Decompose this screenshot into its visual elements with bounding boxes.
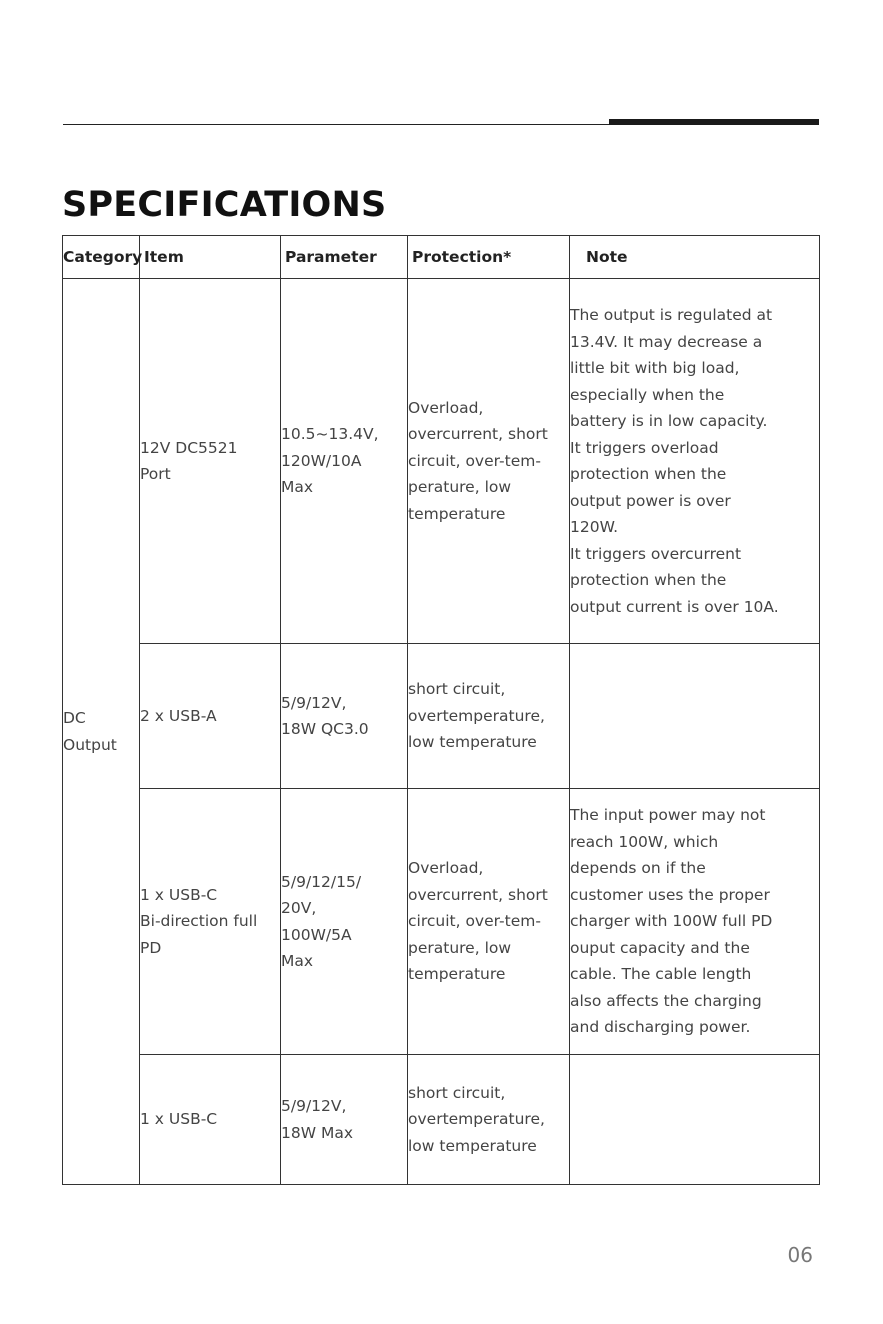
- header-accent-bar: [609, 119, 819, 125]
- category-line: Output: [63, 735, 117, 754]
- note-line: cable. The cable length: [570, 965, 752, 984]
- parameter-line: 5/9/12V,: [281, 1097, 347, 1115]
- note-line: The output is regulated at: [570, 306, 773, 324]
- item-line: 1 x USB-C: [140, 885, 218, 904]
- protection-line: overtemperature,: [408, 1110, 545, 1129]
- protection-line: temperature: [408, 504, 506, 523]
- item-cell: [140, 279, 281, 644]
- protection-cell: [408, 644, 570, 789]
- header-item: Item: [140, 236, 281, 279]
- protection-line: perature, low: [408, 478, 512, 497]
- note-line: It triggers overload: [570, 438, 719, 457]
- header-note: Note: [570, 236, 820, 279]
- parameter-line: Max: [281, 478, 314, 497]
- note-line: battery is in low capacity.: [570, 412, 768, 430]
- parameter-cell: [281, 279, 408, 644]
- item-cell: [140, 1055, 281, 1185]
- note-line: The input power may not: [570, 806, 766, 825]
- note-line: reach 100W, which: [570, 832, 719, 851]
- parameter-line: Max: [281, 952, 314, 970]
- note-cell: [570, 1055, 820, 1185]
- note-line: ouput capacity and the: [570, 938, 750, 957]
- note-line: 120W.: [570, 518, 619, 536]
- parameter-line: 18W QC3.0: [281, 720, 369, 738]
- page-title: SPECIFICATIONS: [62, 185, 387, 225]
- table-row: [63, 789, 820, 1055]
- note-cell: [570, 789, 820, 1055]
- header-parameter: Parameter: [281, 236, 408, 279]
- protection-line: circuit, over-tem-: [408, 912, 541, 931]
- protection-line: short circuit,: [408, 1083, 506, 1102]
- note-line: especially when the: [570, 385, 725, 404]
- parameter-cell: [281, 1055, 408, 1185]
- item-line: Bi-direction full: [140, 912, 258, 931]
- note-line: charger with 100W full PD: [570, 912, 773, 931]
- parameter-cell: [281, 789, 408, 1055]
- note-line: and discharging power.: [570, 1018, 751, 1037]
- item-line: Port: [140, 465, 171, 483]
- table-row: [63, 644, 820, 789]
- parameter-line: 20V,: [281, 899, 317, 917]
- item-line: PD: [140, 938, 162, 957]
- header-category: Category: [63, 236, 140, 279]
- note-line: output current is over 10A.: [570, 597, 779, 616]
- category-cell: [63, 279, 140, 1185]
- parameter-line: 10.5~13.4V,: [281, 425, 379, 444]
- protection-line: low temperature: [408, 733, 537, 752]
- table-header-row: [63, 236, 820, 279]
- table-row: [63, 279, 820, 644]
- item-cell: [140, 644, 281, 789]
- protection-line: overcurrent, short: [408, 425, 548, 444]
- protection-line: low temperature: [408, 1136, 537, 1155]
- header-protection: Protection*: [408, 236, 570, 279]
- parameter-line: 5/9/12V,: [281, 693, 347, 712]
- note-line: customer uses the proper: [570, 885, 770, 904]
- specifications-table: [62, 235, 820, 1185]
- note-line: 13.4V. It may decrease a: [570, 332, 763, 351]
- item-cell: [140, 789, 281, 1055]
- item-line: 2 x USB-A: [140, 706, 217, 725]
- parameter-line: 100W/5A: [281, 925, 352, 944]
- table-row: [63, 1055, 820, 1185]
- protection-line: perature, low: [408, 938, 512, 957]
- protection-line: overtemperature,: [408, 706, 545, 725]
- item-line: 12V DC5521: [140, 438, 238, 457]
- category-line: DC: [63, 709, 86, 727]
- note-line: little bit with big load,: [570, 359, 740, 377]
- page-number: 06: [787, 1243, 813, 1267]
- note-line: also affects the charging: [570, 991, 762, 1010]
- parameter-cell: [281, 644, 408, 789]
- protection-line: circuit, over-tem-: [408, 451, 541, 470]
- protection-cell: [408, 789, 570, 1055]
- parameter-line: 120W/10A: [281, 451, 362, 470]
- protection-line: temperature: [408, 965, 506, 984]
- protection-line: overcurrent, short: [408, 885, 548, 904]
- note-line: output power is over: [570, 491, 731, 510]
- protection-line: Overload,: [408, 859, 484, 878]
- note-cell: [570, 644, 820, 789]
- note-line: depends on if the: [570, 859, 706, 878]
- parameter-line: 18W Max: [281, 1123, 354, 1142]
- note-line: protection when the: [570, 571, 727, 589]
- protection-cell: [408, 1055, 570, 1185]
- note-cell: [570, 279, 820, 644]
- protection-line: Overload,: [408, 398, 484, 417]
- note-line: It triggers overcurrent: [570, 544, 742, 563]
- note-line: protection when the: [570, 465, 727, 483]
- item-line: 1 x USB-C: [140, 1110, 218, 1129]
- protection-line: short circuit,: [408, 680, 506, 699]
- parameter-line: 5/9/12/15/: [281, 872, 362, 891]
- protection-cell: [408, 279, 570, 644]
